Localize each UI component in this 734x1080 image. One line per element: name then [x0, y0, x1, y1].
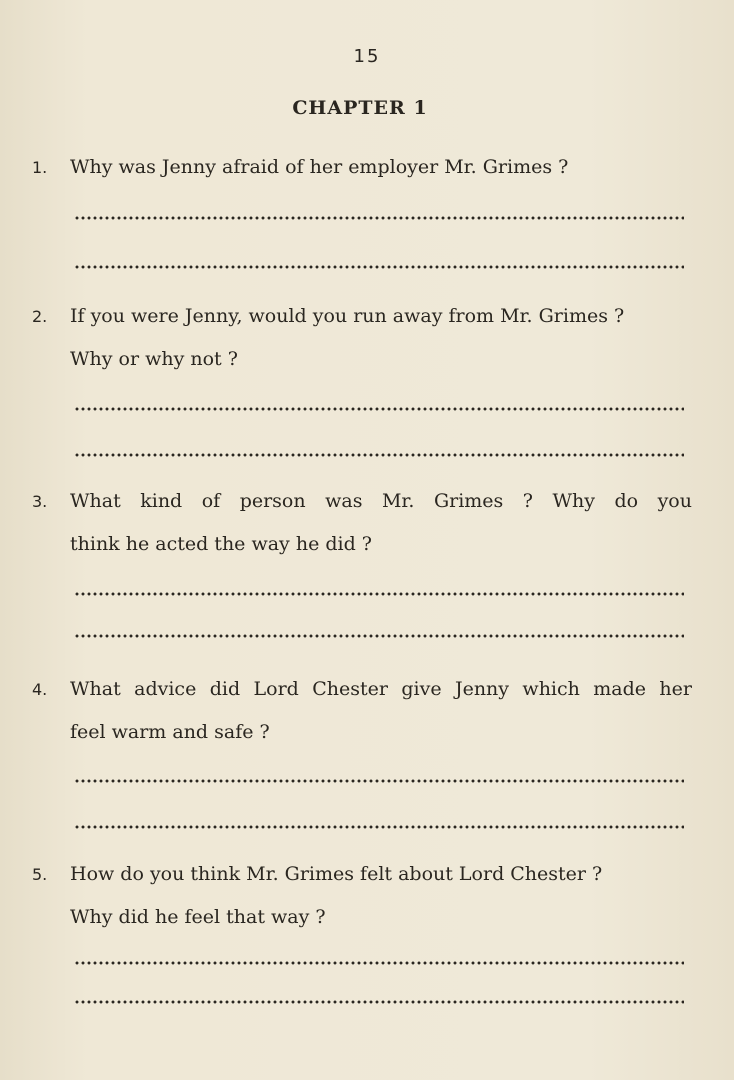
question-number: 3.: [32, 492, 48, 511]
question-text-continued: Why did he feel that way ?: [70, 906, 326, 928]
question-text: What kind of person was Mr. Grimes ? Why do you: [70, 490, 692, 512]
question-2: [32, 295, 692, 381]
question-1: [32, 146, 692, 189]
question-text-continued: think he acted the way he did ?: [70, 533, 372, 555]
answer-line[interactable]: [74, 592, 684, 596]
answer-line[interactable]: [74, 1000, 684, 1004]
chapter-title: CHAPTER 1: [292, 97, 428, 119]
question-4: [32, 668, 692, 754]
answer-line[interactable]: [74, 453, 684, 457]
question-number: 4.: [32, 680, 48, 699]
answer-line[interactable]: [74, 265, 684, 269]
question-number: 1.: [32, 158, 48, 177]
answer-line[interactable]: [74, 961, 684, 965]
question-3: [32, 480, 692, 566]
question-number: 2.: [32, 307, 48, 326]
question-text: What advice did Lord Chester give Jenny which made her: [70, 678, 692, 700]
answer-line[interactable]: [74, 779, 684, 783]
answer-line[interactable]: [74, 634, 684, 638]
question-text-continued: feel warm and safe ?: [70, 721, 270, 743]
answer-line[interactable]: [74, 407, 684, 411]
question-text: If you were Jenny, would you run away from Mr. Grimes ?: [70, 305, 625, 327]
question-text-continued: Why or why not ?: [70, 348, 238, 370]
page-number: 15: [353, 46, 381, 67]
question-text: How do you think Mr. Grimes felt about Lord Chester ?: [70, 863, 603, 885]
question-number: 5.: [32, 865, 48, 884]
answer-line[interactable]: [74, 216, 684, 220]
answer-line[interactable]: [74, 825, 684, 829]
question-text: Why was Jenny afraid of her employer Mr. Grimes ?: [70, 156, 569, 178]
question-5: [32, 853, 692, 939]
